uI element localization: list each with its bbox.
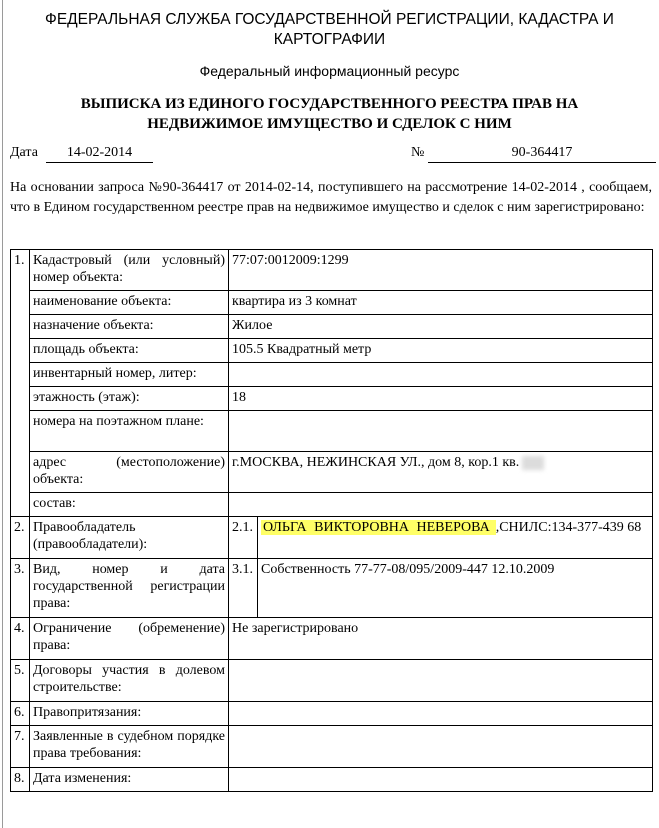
row-number: 5. [11,660,30,702]
claims-label: Правопритязания: [30,702,229,726]
court-claims-label: Заявленные в судебном порядке права требования: [30,726,229,768]
agency-line-2: КАРТОГРАФИИ [273,31,386,48]
document-title-line-1: ВЫПИСКА ИЗ ЕДИНОГО ГОСУДАРСТВЕННОГО РЕЕСТРА ПРАВ НА [80,96,579,112]
table-row [11,702,653,726]
right-sub-number: 3.1. [229,559,258,618]
shared-construction-label: Договоры участия в долевом строительстве: [30,660,229,702]
field-value-cadastral: 77:07:0012009:1299 [229,250,653,291]
agency-name [0,10,659,50]
row-number: 6. [11,702,30,726]
table-row [11,411,653,452]
table-row [11,387,653,411]
row-number: 7. [11,726,30,768]
redacted-apartment-number [522,456,544,470]
table-row [11,315,653,339]
agency-line-1: ФЕДЕРАЛЬНАЯ СЛУЖБА ГОСУДАРСТВЕННОЙ РЕГИСТРАЦИИ, КАДАСТРА И [45,11,614,28]
field-value-inventory [229,363,653,387]
address-text: г.МОСКВА, НЕЖИНСКАЯ УЛ., дом 8, кор.1 кв. [232,455,520,470]
intro-paragraph: На основании запроса №90-364417 от 2014-02-14, поступившего на рассмотрение 14-02-2014 , сообщаем, что в Едином государственном реестре прав на недвижимое имущество и сделок с ним зарегистрировано: [10,180,652,215]
table-row [11,726,653,768]
encumbrance-label: Ограничение (обременение) права: [30,618,229,660]
table-row [11,559,653,618]
document-title [0,94,659,134]
document-title-line-2: НЕДВИЖИМОЕ ИМУЩЕСТВО И СДЕЛОК С НИМ [147,116,512,132]
field-label-address: адрес (местоположение) объекта: [30,452,229,493]
field-value-floor-plan [229,411,653,452]
table-row [11,339,653,363]
court-claims-value [229,726,653,768]
owner-label: Правообладатель (правообладатели): [30,517,229,559]
table-row [11,768,653,792]
field-label-floors: этажность (этаж): [30,387,229,411]
date-value: 14-02-2014 [46,145,153,163]
change-date-value [229,768,653,792]
table-row [11,493,653,517]
owner-value [258,517,653,559]
owner-snils: ,СНИЛС:134-377-439 68 [495,520,642,535]
table-row [11,291,653,315]
row-number: 3. [11,559,30,618]
table-row [11,517,653,559]
field-value-address [229,452,653,493]
date-label: Дата [10,145,38,160]
field-value-area: 105.5 Квадратный метр [229,339,653,363]
resource-subtitle: Федеральный информационный ресурс [199,63,460,79]
field-value-object-name: квартира из 3 комнат [229,291,653,315]
row-number: 4. [11,618,30,660]
field-value-composition [229,493,653,517]
encumbrance-value: Не зарегистрировано [229,618,653,660]
number-label: № [411,145,425,160]
registry-table [10,249,653,792]
number-value: 90-364417 [428,145,656,163]
table-row [11,452,653,493]
field-label-area: площадь объекта: [30,339,229,363]
shared-construction-value [229,660,653,702]
table-row [11,618,653,660]
row-number: 1. [11,250,30,517]
row-number: 2. [11,517,30,559]
table-row [11,660,653,702]
field-label-purpose: назначение объекта: [30,315,229,339]
right-label: Вид, номер и дата государственной регистрации права: [30,559,229,618]
field-label-inventory: инвентарный номер, литер: [30,363,229,387]
row-number: 8. [11,768,30,792]
field-label-cadastral: Кадастровый (или условный) номер объекта: [30,250,229,291]
owner-name-highlighted: ОЛЬГА ВИКТОРОВНА НЕВЕРОВА [261,520,496,535]
table-row [11,363,653,387]
change-date-label: Дата изменения: [30,768,229,792]
claims-value [229,702,653,726]
field-label-composition: состав: [30,493,229,517]
field-value-floors: 18 [229,387,653,411]
document-meta [10,145,650,165]
right-value: Собственность 77-77-08/095/2009-447 12.10.2009 [258,559,653,618]
table-row [11,250,653,291]
field-label-floor-plan: номера на поэтажном плане: [30,411,229,452]
field-value-purpose: Жилое [229,315,653,339]
owner-sub-number: 2.1. [229,517,258,559]
field-label-object-name: наименование объекта: [30,291,229,315]
